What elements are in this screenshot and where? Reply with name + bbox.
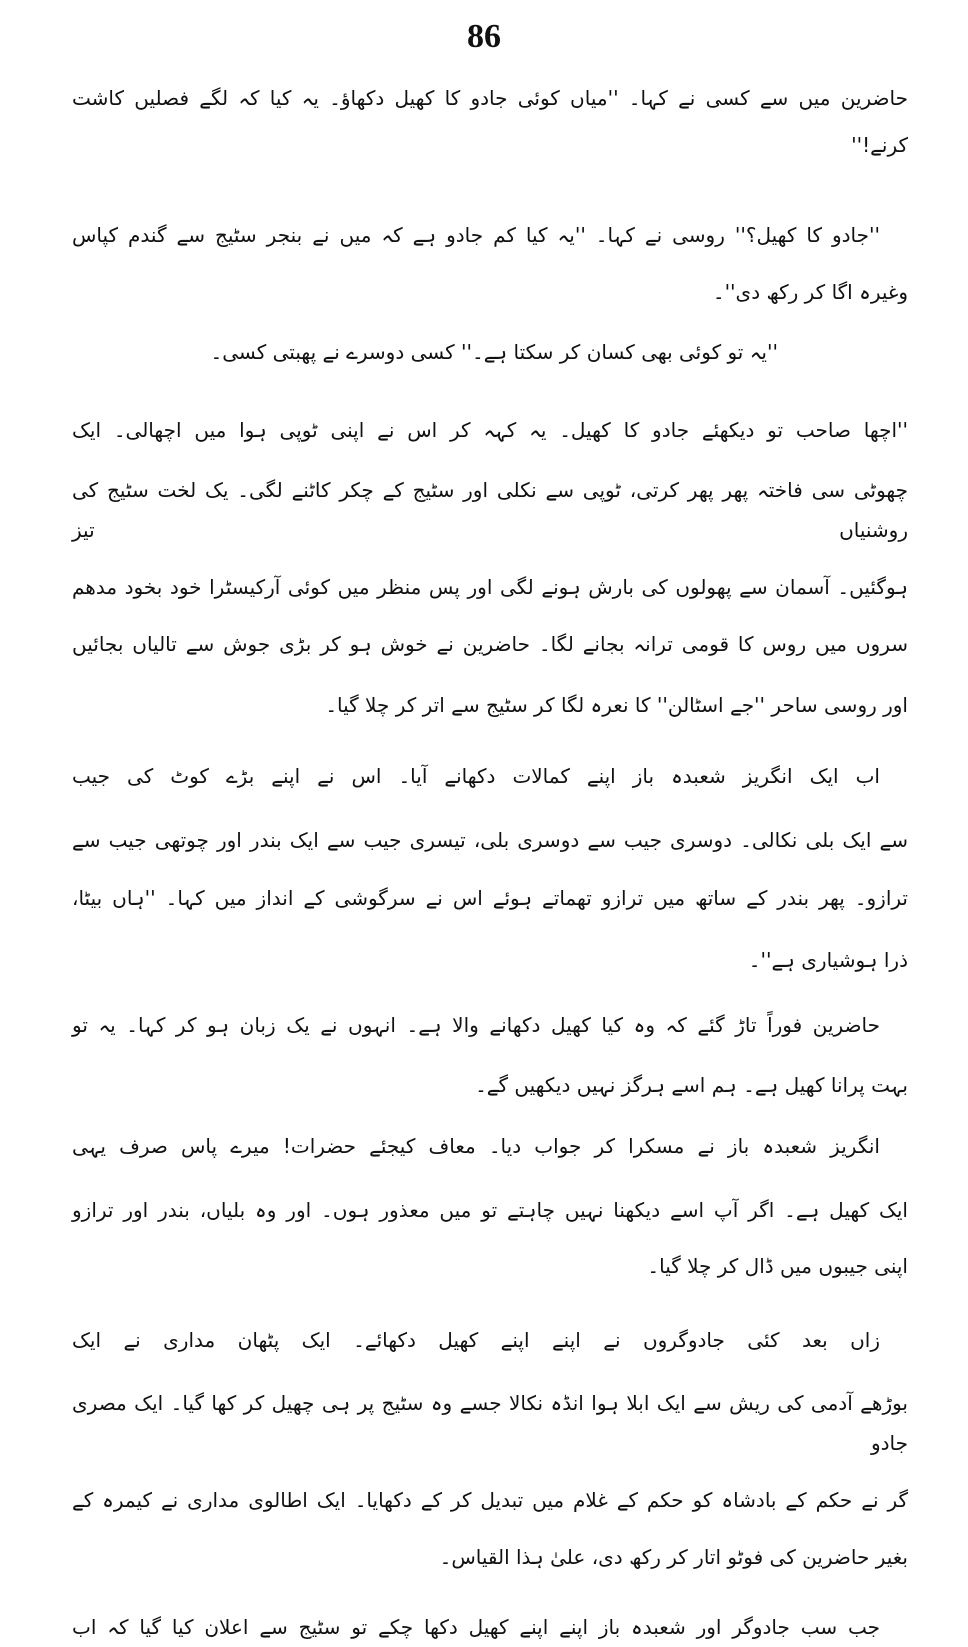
text-line: اب ایک انگریز شعبدہ باز اپنے کمالات دکھانے آیا۔ اس نے اپنے بڑے کوٹ کی جیب	[72, 764, 880, 788]
text-line: انگریز شعبدہ باز نے مسکرا کر جواب دیا۔ معاف کیجئے حضرات! میرے پاس صرف یہی	[72, 1134, 880, 1158]
text-line: کرنے!''	[851, 133, 908, 157]
text-line: حاضرین میں سے کسی نے کہا۔ ''میاں کوئی جادو کا کھیل دکھاؤ۔ یہ کیا کہ لگے فصلیں کاشت	[72, 86, 908, 110]
text-line: سروں میں روس کا قومی ترانہ بجانے لگا۔ حاضرین نے خوش ہو کر بڑی جوش سے تالیاں بجائیں	[72, 632, 908, 656]
text-line: بہت پرانا کھیل ہے۔ ہم اسے ہرگز نہیں دیکھیں گے۔	[475, 1073, 908, 1097]
text-line: ترازو۔ پھر بندر کے ساتھ میں ترازو تھماتے ہوئے اس نے سرگوشی کے انداز میں کہا۔ ''ہاں بیٹا،	[72, 886, 908, 910]
text-line: اور روسی ساحر ''جے اسٹالن'' کا نعرہ لگا کر سٹیج سے اتر کر چلا گیا۔	[325, 693, 908, 717]
text-line: بغیر حاضرین کی فوٹو اتار کر رکھ دی، علیٰ ہذا القیاس۔	[439, 1545, 908, 1569]
text-line: سے ایک بلی نکالی۔ دوسری جیب سے دوسری بلی، تیسری جیب سے ایک بندر اور چوتھی جیب سے	[72, 828, 908, 852]
text-line: بوڑھے آدمی کی ریش سے ایک ابلا ہوا انڈہ نکالا جسے وہ سٹیج پر ہی چھیل کر کھا گیا۔ ایک مصری جادو	[72, 1391, 908, 1455]
text-line: ''اچھا صاحب تو دیکھئے جادو کا کھیل۔ یہ کہہ کر اس نے اپنی ٹوپی ہوا میں اچھالی۔ ایک	[72, 418, 908, 442]
text-line: وغیرہ اگا کر رکھ دی''۔	[712, 280, 908, 304]
text-line: ہوگئیں۔ آسمان سے پھولوں کی بارش ہونے لگی اور پس منظر میں کوئی آرکیسٹرا خود بخود مدھم	[72, 575, 908, 599]
text-line: ایک کھیل ہے۔ اگر آپ اسے دیکھنا نہیں چاہتے تو میں معذور ہوں۔ اور وہ بلیاں، بندر اور ترازو	[72, 1198, 908, 1222]
page-number: 86	[467, 18, 501, 55]
text-line: زاں بعد کئی جادوگروں نے اپنے اپنے کھیل دکھائے۔ ایک پٹھان مداری نے ایک	[72, 1328, 880, 1352]
text-line: ''جادو کا کھیل؟'' روسی نے کہا۔ ''یہ کیا کم جادو ہے کہ میں نے بنجر سٹیج سے گندم کپاس	[72, 223, 880, 247]
text-line: حاضرین فوراً تاڑ گئے کہ وہ کیا کھیل دکھانے والا ہے۔ انہوں نے یک زبان ہو کر کہا۔ یہ تو	[72, 1013, 880, 1037]
text-line: گر نے حکم کے بادشاہ کو حکم کے غلام میں تبدیل کر کے دکھایا۔ ایک اطالوی مداری نے کیمرہ کے	[72, 1488, 908, 1512]
text-line: چھوٹی سی فاختہ پھر پھر کرتی، ٹوپی سے نکلی اور سٹیج کے چکر کاٹنے لگی۔ یک لخت سٹیج کی روشنیاں تیز	[72, 478, 908, 542]
text-line: ذرا ہوشیاری ہے''۔	[748, 948, 908, 972]
text-line: ''یہ تو کوئی بھی کسان کر سکتا ہے۔'' کسی دوسرے نے پھبتی کسی۔	[210, 340, 778, 364]
text-line: جب سب جادوگر اور شعبدہ باز اپنے اپنے کھیل دکھا چکے تو سٹیج سے اعلان کیا گیا کہ اب	[72, 1615, 880, 1639]
text-line: اپنی جیبوں میں ڈال کر چلا گیا۔	[647, 1254, 908, 1278]
page-body	[72, 78, 908, 1647]
